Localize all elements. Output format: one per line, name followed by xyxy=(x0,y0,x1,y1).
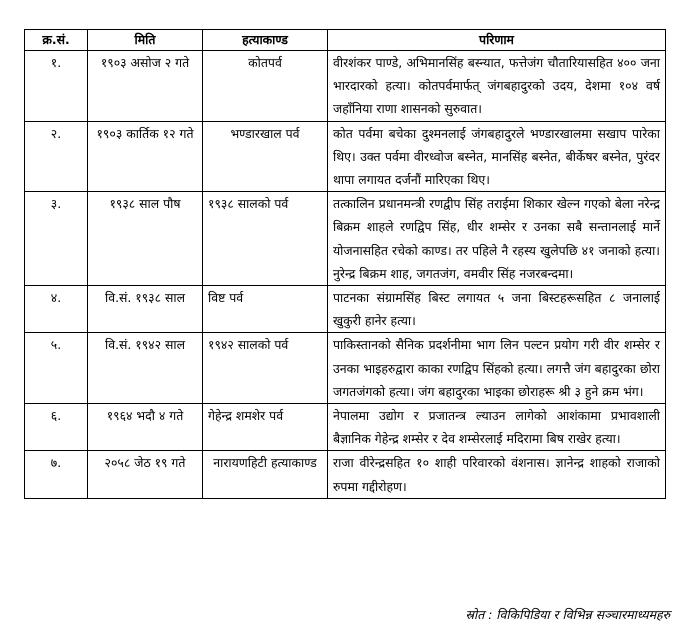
row-result: पाटनका संग्रामसिंह बिस्ट लगायत ५ जना बिस्टहरूसहित ८ जनालाई खुकुरी हानेर हत्या। xyxy=(328,286,666,333)
row-result: पाकिस्तानको सैनिक प्रदर्शनीमा भाग लिन पल्टन प्रयोग गरी वीर शम्सेर र उनका भाइहरुद्वारा काका रणद्विप सिंहको हत्या। लगत्तै जंग बहादुरका छोरा जगतजंगको हत्या। जंग बहादुरका भाइका छोराहरू श्री ३ हुने क्रम भंग। xyxy=(328,333,666,404)
row-date: १९६४ भदौ ४ गते xyxy=(88,404,203,451)
table-row xyxy=(25,333,666,404)
row-serial: २. xyxy=(25,121,88,192)
row-date: वि.सं. १९३८ साल xyxy=(88,286,203,333)
row-event: १९४२ सालको पर्व xyxy=(203,333,328,404)
row-serial: ३. xyxy=(25,192,88,286)
row-date: १९३८ साल पौष xyxy=(88,192,203,286)
row-serial: १. xyxy=(25,51,88,122)
table-header-row xyxy=(25,30,666,51)
row-serial: ७. xyxy=(25,451,88,498)
row-date: वि.सं. १९४२ साल xyxy=(88,333,203,404)
source-note: स्रोत : विकिपिडिया र विभिन्न सञ्चारमाध्यमहरु xyxy=(465,607,670,622)
row-serial: ५. xyxy=(25,333,88,404)
row-event: विष्ट पर्व xyxy=(203,286,328,333)
header-result: परिणाम xyxy=(328,30,666,51)
table-row xyxy=(25,286,666,333)
row-result: तत्कालिन प्रधानमन्त्री रणद्वीप सिंह तराईमा शिकार खेल्न गएको बेला नरेन्द्र बिक्रम शाहले रणद्विप सिंह, धीर शम्सेर र उनका सबै सन्तानलाई मार्ने योजनासहित रचेको काण्ड। तर पहिले नै रहस्य खुलेपछि ४१ जनाको हत्या। नुरेन्द्र बिक्रम शाह, जगतजंग, वमवीर सिंह नजरबन्दमा। xyxy=(328,192,666,286)
row-result: नेपालमा उद्योग र प्रजातन्त्र ल्याउन लागेको आशंकामा प्रभावशाली बैज्ञानिक गेहेन्द्र शम्सेर र देव शम्सेरलाई मदिरामा बिष राखेर हत्या। xyxy=(328,404,666,451)
massacres-table xyxy=(24,29,666,499)
row-event: भण्डारखाल पर्व xyxy=(203,121,328,192)
row-date: १९०३ कार्तिक १२ गते xyxy=(88,121,203,192)
row-date: २०५८ जेठ १९ गते xyxy=(88,451,203,498)
row-result: कोत पर्वमा बचेका दुश्मनलाई जंगबहादुरले भण्डारखालमा सखाप पारेका थिए। उक्त पर्वमा वीरध्वोज बस्नेत, मानसिंह बस्नेत, बीर्केषर बस्नेत, पुरंदर थापा लगायत दर्जनौं मारिएका थिए। xyxy=(328,121,666,192)
table-row xyxy=(25,404,666,451)
row-serial: ४. xyxy=(25,286,88,333)
row-date: १९०३ असोज २ गते xyxy=(88,51,203,122)
row-serial: ६. xyxy=(25,404,88,451)
table-row xyxy=(25,192,666,286)
header-event: हत्याकाण्ड xyxy=(203,30,328,51)
row-event: गेहेन्द्र शमशेर पर्व xyxy=(203,404,328,451)
row-event: १९३८ सालको पर्व xyxy=(203,192,328,286)
row-result: वीरशंकर पाण्डे, अभिमानसिंह बस्न्यात, फत्तेजंग चौतारियासहित ४०० जना भारदारको हत्या। कोतपर्वमार्फत् जंगबहादुरको उदय, देशमा १०४ वर्ष जहाँनिया राणा शासनको सुरुवात। xyxy=(328,51,666,122)
row-result: राजा वीरेन्द्रसहित १० शाही परिवारको वंशनास। ज्ञानेन्द्र शाहको राजाको रुपमा गद्दीरोहण। xyxy=(328,451,666,498)
header-date: मिति xyxy=(88,30,203,51)
row-event: कोतपर्व xyxy=(203,51,328,122)
header-serial: क्र.सं. xyxy=(25,30,88,51)
table-row xyxy=(25,51,666,122)
table-row xyxy=(25,121,666,192)
row-event: नारायणहिटी हत्याकाण्ड xyxy=(203,451,328,498)
table-row xyxy=(25,451,666,498)
